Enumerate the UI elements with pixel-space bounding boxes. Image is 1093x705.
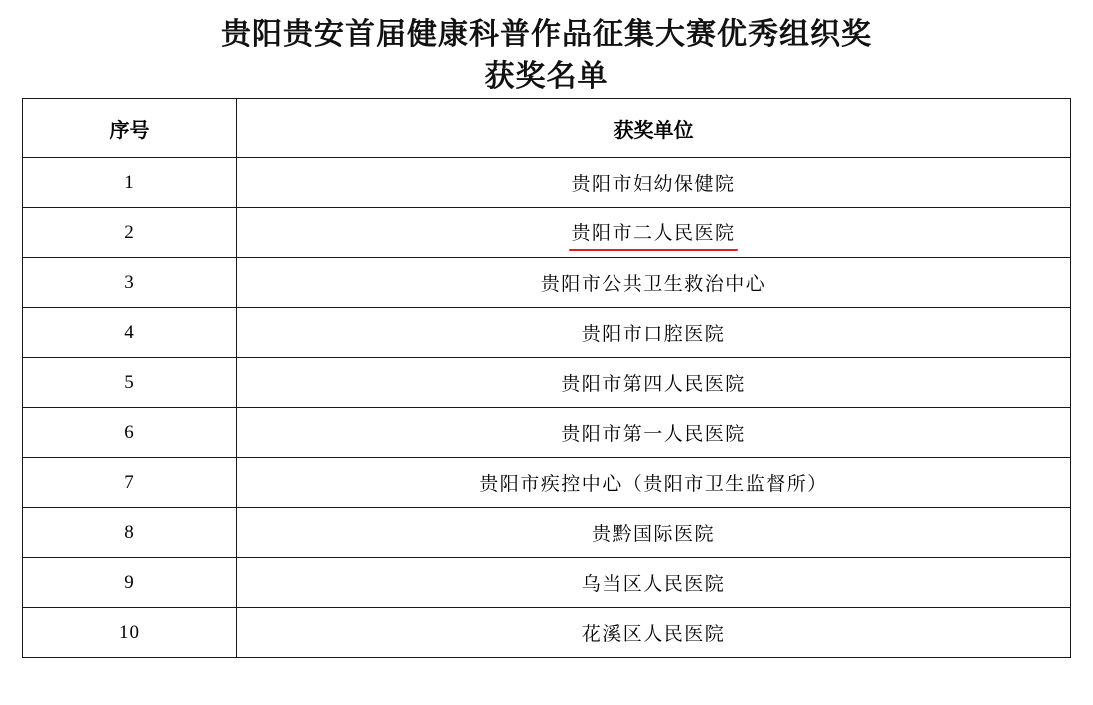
cell-index: 8: [23, 508, 237, 558]
award-table: [22, 98, 1071, 658]
unit-text: 贵阳市第一人民医院: [561, 424, 746, 445]
table-row: [23, 258, 1071, 308]
table-row: [23, 158, 1071, 208]
cell-unit: [237, 308, 1071, 358]
cell-unit: [237, 358, 1071, 408]
unit-text: 贵阳市第四人民医院: [561, 374, 746, 395]
cell-index: 3: [23, 258, 237, 308]
cell-unit: [237, 208, 1071, 258]
table-row: [23, 458, 1071, 508]
page-title-line-1: 贵阳贵安首届健康科普作品征集大赛优秀组织奖: [221, 18, 872, 51]
unit-text: 贵阳市妇幼保健院: [571, 174, 736, 195]
cell-index: 10: [23, 608, 237, 658]
unit-text: 贵阳市公共卫生救治中心: [540, 274, 767, 295]
table-header-row: [23, 99, 1071, 158]
award-table-container: [22, 98, 1070, 658]
unit-text: 乌当区人民医院: [581, 574, 726, 595]
unit-text: 贵阳市口腔医院: [581, 324, 726, 345]
cell-index: 4: [23, 308, 237, 358]
unit-text-highlighted: 贵阳市二人民医院: [571, 218, 735, 247]
unit-text: 贵黔国际医院: [591, 524, 715, 545]
cell-index: 1: [23, 158, 237, 208]
cell-unit: [237, 558, 1071, 608]
unit-text: 花溪区人民医院: [581, 624, 726, 645]
table-row: [23, 358, 1071, 408]
cell-unit: [237, 158, 1071, 208]
cell-index: 9: [23, 558, 237, 608]
table-row: [23, 308, 1071, 358]
table-row: [23, 408, 1071, 458]
cell-unit: [237, 608, 1071, 658]
cell-unit: [237, 408, 1071, 458]
column-header-index: 序号: [23, 99, 237, 158]
cell-index: 6: [23, 408, 237, 458]
cell-index: 7: [23, 458, 237, 508]
table-row: [23, 608, 1071, 658]
table-row: [23, 508, 1071, 558]
unit-text: 贵阳市疾控中心（贵阳市卫生监督所）: [479, 474, 828, 495]
table-row: [23, 558, 1071, 608]
cell-index: 5: [23, 358, 237, 408]
award-table-body: [23, 158, 1071, 658]
page-title-line-2: 获奖名单: [484, 60, 609, 93]
table-row: [23, 208, 1071, 258]
cell-index: 2: [23, 208, 237, 258]
cell-unit: [237, 258, 1071, 308]
column-header-unit: 获奖单位: [237, 99, 1071, 158]
cell-unit: [237, 508, 1071, 558]
cell-unit: [237, 458, 1071, 508]
page-title: [0, 0, 1093, 98]
